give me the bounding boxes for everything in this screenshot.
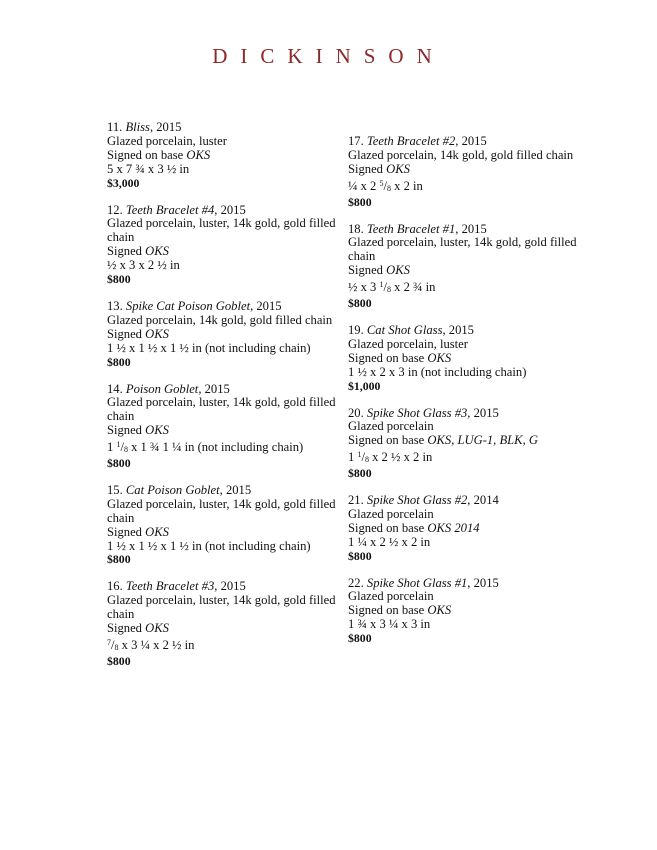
artwork-year: , 2015	[442, 322, 474, 337]
entries-column-left	[107, 121, 337, 682]
artwork-dimensions: 1 $^1$/8 x 2 ½ x 2 in	[348, 450, 433, 465]
artwork-title-line	[348, 494, 578, 508]
artwork-signature	[348, 434, 578, 448]
artwork-title-line	[107, 383, 337, 397]
artwork-dimensions: 1 ½ x 1 ½ x 1 ½ in (not including chain)	[107, 340, 311, 355]
artwork-title: Teeth Bracelet #4	[125, 202, 215, 217]
artwork-year: , 2015	[149, 120, 182, 134]
artwork-title: Teeth Bracelet #3	[125, 579, 215, 594]
artwork-year: , 2015	[455, 221, 487, 236]
artwork-dimensions: 1 ½ x 1 ½ x 1 ½ in (not including chain)	[107, 538, 311, 553]
artwork-title-line	[107, 300, 337, 314]
artwork-dimensions: ½ x 3 x 2 ½ in	[107, 258, 180, 273]
artwork-title: Spike Shot Glass #3	[366, 405, 468, 420]
signature-text: Signed on base	[107, 147, 187, 162]
artwork-dimensions: ½ x 3 $^1$/8 x 2 ¾ in	[348, 280, 436, 295]
artwork-price: $800	[107, 653, 131, 668]
artwork-price: $800	[348, 548, 372, 563]
artwork-title-line	[107, 204, 337, 218]
artwork-entry	[107, 121, 337, 191]
artwork-signature	[348, 522, 578, 536]
signature-mark: OKS, LUG-1, BLK, G	[427, 433, 538, 448]
signature-text: Signed	[107, 326, 146, 341]
signature-text: Signed	[107, 621, 146, 636]
artwork-material: Glazed porcelain, luster	[348, 336, 468, 351]
artwork-price: $800	[107, 456, 131, 471]
artwork-title: Teeth Bracelet #2	[366, 134, 456, 148]
signature-mark: OKS	[427, 350, 452, 365]
artwork-signature	[348, 352, 578, 366]
artwork-entry	[107, 484, 337, 567]
signature-mark: OKS	[427, 603, 452, 618]
artwork-price: $800	[348, 194, 372, 209]
artwork-material: Glazed porcelain, 14k gold, gold filled chain	[107, 312, 333, 327]
artwork-signature	[107, 149, 337, 163]
artwork-price: $800	[107, 552, 131, 567]
artwork-year: , 2015	[467, 575, 499, 590]
artwork-year: , 2015	[467, 405, 499, 420]
artwork-dimensions: 1 ¼ x 2 ½ x 2 in	[348, 534, 431, 549]
artwork-dimensions: 5 x 7 ¾ x 3 ½ in	[107, 161, 190, 176]
artwork-title-line	[107, 484, 337, 498]
artwork-signature	[107, 328, 337, 342]
artwork-price: $800	[348, 631, 372, 646]
artwork-entry	[107, 580, 337, 668]
signature-text: Signed	[107, 524, 146, 539]
artwork-number: 19.	[348, 322, 367, 337]
artwork-material: Glazed porcelain, 14k gold, gold filled chain	[348, 147, 574, 162]
artwork-material: Glazed porcelain	[348, 506, 434, 521]
artwork-price: $800	[348, 296, 372, 311]
artwork-title: Spike Shot Glass #1	[366, 575, 468, 590]
artwork-title-line	[107, 580, 337, 594]
signature-mark: OKS	[186, 147, 211, 162]
signature-mark: OKS	[145, 621, 169, 636]
artwork-material: Glazed porcelain, luster, 14k gold, gold filled chain	[107, 216, 336, 245]
artwork-signature	[107, 424, 337, 438]
artwork-year: , 2015	[214, 202, 246, 217]
artwork-price: $1,000	[348, 378, 381, 393]
artwork-entry	[348, 223, 578, 311]
artwork-number: 21.	[348, 493, 367, 508]
signature-mark: OKS 2014	[427, 520, 480, 535]
artwork-title-line	[348, 223, 578, 237]
entries-column-right	[348, 135, 578, 659]
artwork-signature	[348, 264, 578, 278]
artwork-number: 22.	[348, 575, 367, 590]
artwork-year: , 2015	[198, 381, 230, 396]
signature-text: Signed on base	[348, 603, 428, 618]
artwork-entry	[107, 383, 337, 471]
artwork-material: Glazed porcelain	[348, 589, 434, 604]
artwork-entry	[348, 577, 578, 647]
artwork-title: Bliss	[125, 120, 150, 134]
artwork-dimensions: 1 ¾ x 3 ¼ x 3 in	[348, 617, 431, 632]
artwork-title: Poison Goblet	[125, 381, 199, 396]
artwork-year: , 2015	[250, 298, 282, 313]
artwork-title: Cat Shot Glass	[366, 322, 443, 337]
signature-mark: OKS	[386, 263, 410, 278]
artwork-number: 12.	[107, 202, 126, 217]
artwork-dimensions: ¼ x 2 $^5$/8 x 2 in	[348, 178, 423, 193]
artwork-year: , 2014	[467, 493, 499, 508]
artwork-title-line	[348, 407, 578, 421]
artwork-material: Glazed porcelain, luster, 14k gold, gold filled chain	[107, 593, 336, 622]
artwork-number: 20.	[348, 405, 367, 420]
signature-text: Signed	[348, 263, 387, 278]
artwork-signature	[107, 622, 337, 636]
artwork-title-line	[348, 135, 578, 149]
artwork-price: $800	[107, 272, 131, 287]
signature-text: Signed on base	[348, 520, 428, 535]
artwork-title: Spike Cat Poison Goblet	[125, 298, 251, 313]
signature-text: Signed on base	[348, 433, 428, 448]
artwork-year: , 2015	[455, 134, 487, 148]
artwork-number: 15.	[107, 482, 126, 497]
artwork-material: Glazed porcelain, luster	[107, 133, 227, 148]
artwork-number: 17.	[348, 134, 367, 148]
artwork-entry	[348, 135, 578, 210]
artwork-entry	[107, 204, 337, 287]
artwork-year: , 2015	[214, 579, 246, 594]
artwork-price: $3,000	[107, 175, 140, 190]
artwork-entry	[348, 324, 578, 394]
artwork-entry	[348, 407, 578, 482]
signature-text: Signed	[107, 244, 146, 259]
artwork-material: Glazed porcelain, luster, 14k gold, gold filled chain	[107, 395, 336, 424]
artwork-signature	[348, 163, 578, 177]
artwork-material: Glazed porcelain, luster, 14k gold, gold filled chain	[348, 235, 577, 264]
artwork-material: Glazed porcelain	[348, 419, 434, 434]
artwork-material: Glazed porcelain, luster, 14k gold, gold filled chain	[107, 496, 336, 525]
artwork-signature	[348, 604, 578, 618]
artwork-entry	[348, 494, 578, 564]
artwork-dimensions: 1 ½ x 2 x 3 in (not including chain)	[348, 364, 527, 379]
artwork-signature	[107, 245, 337, 259]
artwork-price: $800	[107, 354, 131, 369]
artwork-title: Cat Poison Goblet	[125, 482, 220, 497]
page-title: DICKINSON	[212, 44, 445, 68]
signature-mark: OKS	[145, 326, 169, 341]
artwork-dimensions: 1 $^1$/8 x 1 ¾ 1 ¼ in (not including chain)	[107, 440, 304, 455]
artwork-entry	[107, 300, 337, 370]
artwork-dimensions: $^7$/8 x 3 ¼ x 2 ½ in	[107, 638, 195, 652]
signature-mark: OKS	[145, 423, 169, 438]
artwork-title: Teeth Bracelet #1	[366, 221, 456, 236]
artwork-price: $800	[348, 466, 372, 481]
artwork-number: 13.	[107, 298, 126, 313]
signature-mark: OKS	[145, 244, 169, 259]
artwork-title-line	[348, 324, 578, 338]
artwork-title-line	[107, 121, 337, 135]
signature-text: Signed	[107, 423, 146, 438]
artwork-number: 18.	[348, 221, 367, 236]
signature-text: Signed on base	[348, 350, 428, 365]
artwork-title: Spike Shot Glass #2	[366, 493, 468, 508]
signature-mark: OKS	[145, 524, 169, 539]
signature-mark: OKS	[386, 161, 410, 176]
artwork-number: 14.	[107, 381, 126, 396]
artwork-number: 11.	[107, 120, 126, 134]
artwork-year: , 2015	[219, 482, 252, 497]
artwork-signature	[107, 526, 337, 540]
artwork-title-line	[348, 577, 578, 591]
artwork-number: 16.	[107, 579, 126, 594]
signature-text: Signed	[348, 161, 387, 176]
